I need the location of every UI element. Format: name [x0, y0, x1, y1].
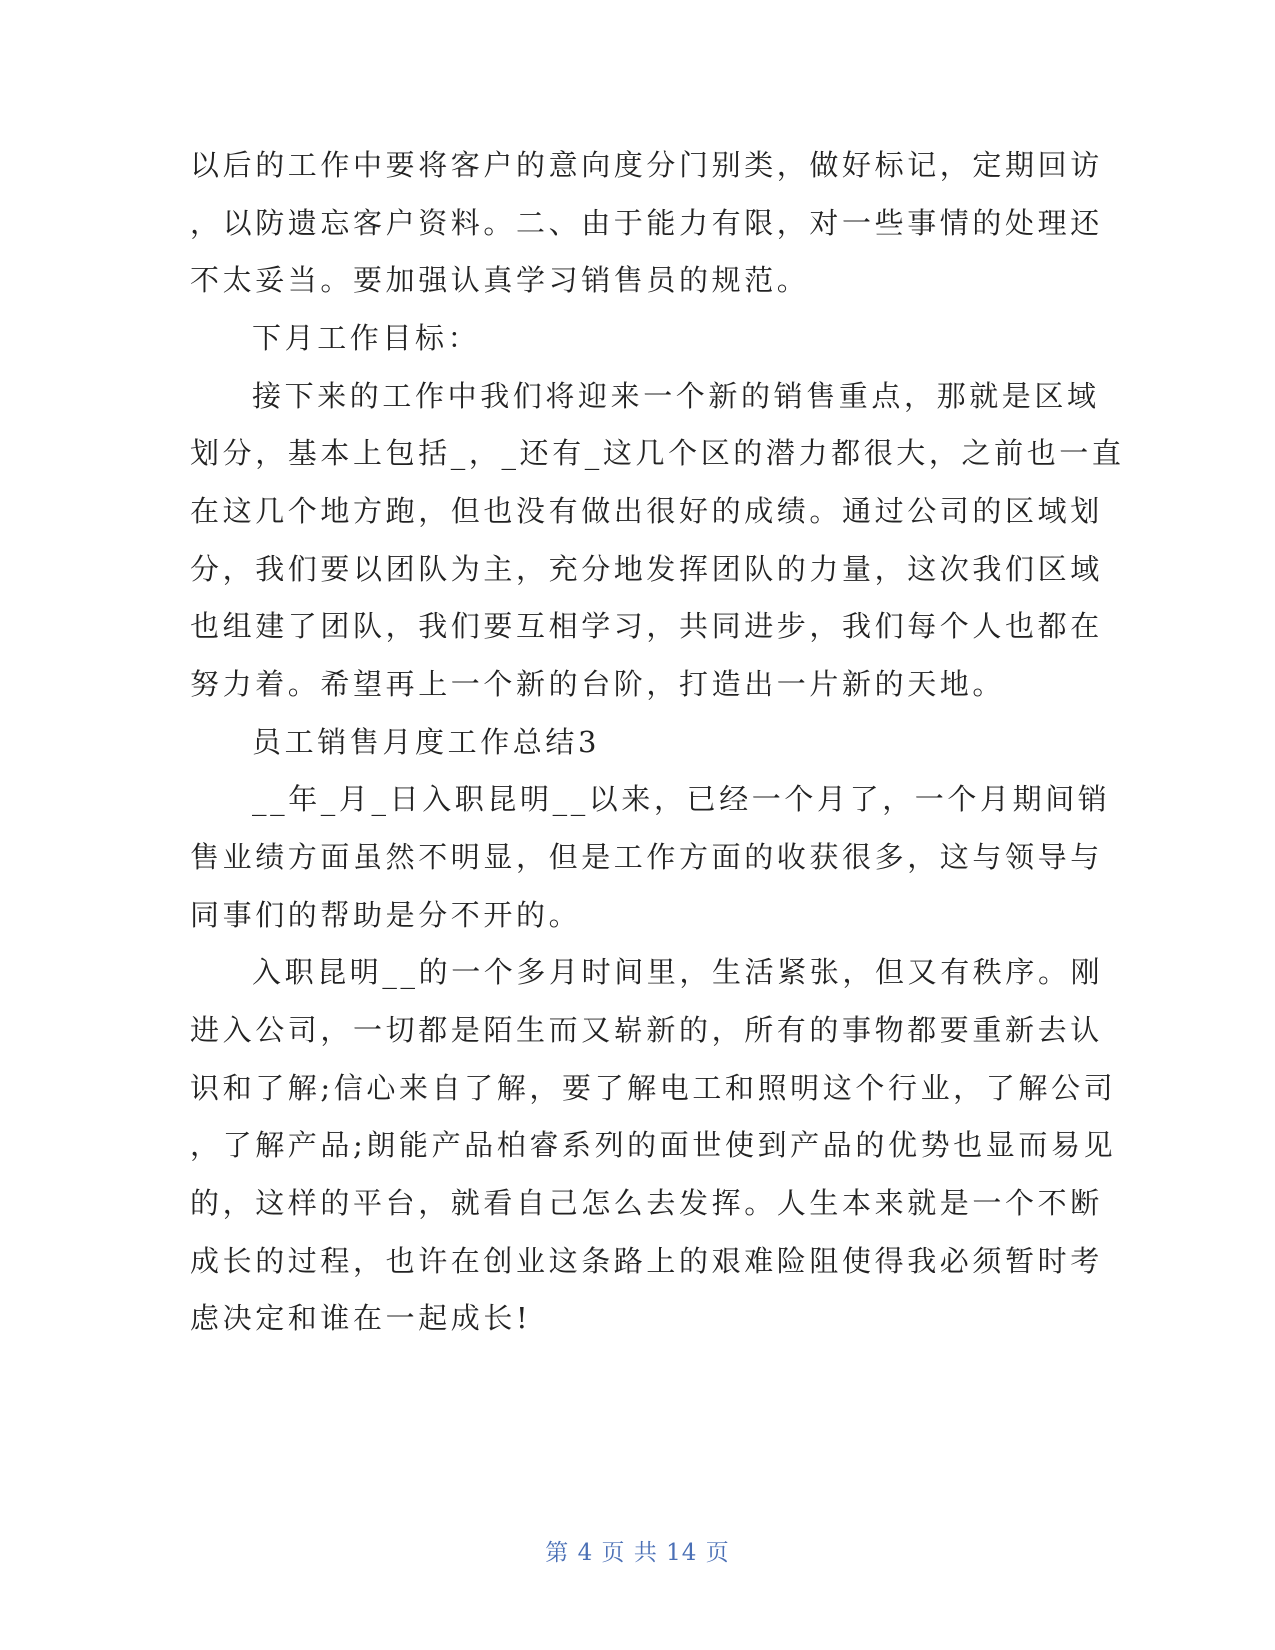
- body-line: 的，这样的平台，就看自己怎么去发挥。人生本来就是一个不断: [190, 1186, 1103, 1220]
- section-heading: 员工销售月度工作总结3: [252, 725, 601, 759]
- body-line: 分，我们要以团队为主，充分地发挥团队的力量，这次我们区域: [190, 552, 1103, 586]
- body-line: ，以防遗忘客户资料。二、由于能力有限，对一些事情的处理还: [190, 206, 1103, 240]
- body-line: 在这几个地方跑，但也没有做出很好的成绩。通过公司的区域划: [190, 494, 1103, 528]
- body-line: 不太妥当。要加强认真学习销售员的规范。: [190, 263, 810, 297]
- body-line: 同事们的帮助是分不开的。: [190, 898, 582, 932]
- body-line: 划分，基本上包括_，_还有_这几个区的潜力都很大，之前也一直: [190, 436, 1125, 470]
- page-number-footer: 第 4 页 共 14 页: [545, 1540, 730, 1566]
- section-heading: 下月工作目标：: [252, 321, 481, 355]
- body-line: 也组建了团队，我们要互相学习，共同进步，我们每个人也都在: [190, 609, 1103, 643]
- body-line: 接下来的工作中我们将迎来一个新的销售重点，那就是区域: [252, 379, 1100, 413]
- body-line: __年_月_日入职昆明__以来，已经一个月了，一个月期间销: [252, 782, 1111, 816]
- body-line: 以后的工作中要将客户的意向度分门别类，做好标记，定期回访: [190, 148, 1103, 182]
- body-line: 售业绩方面虽然不明显，但是工作方面的收获很多，这与领导与: [190, 840, 1103, 874]
- body-line: 入职昆明__的一个多月时间里，生活紧张，但又有秩序。刚: [252, 955, 1104, 989]
- body-line: ，了解产品;朗能产品柏睿系列的面世使到产品的优势也显而易见: [190, 1128, 1117, 1162]
- body-line: 成长的过程，也许在创业这条路上的艰难险阻使得我必须暂时考: [190, 1244, 1103, 1278]
- body-line: 虑决定和谁在一起成长!: [190, 1301, 532, 1335]
- body-line: 识和了解;信心来自了解，要了解电工和照明这个行业，了解公司: [190, 1071, 1117, 1105]
- body-line: 努力着。希望再上一个新的台阶，打造出一片新的天地。: [190, 667, 1006, 701]
- body-line: 进入公司，一切都是陌生而又崭新的，所有的事物都要重新去认: [190, 1013, 1103, 1047]
